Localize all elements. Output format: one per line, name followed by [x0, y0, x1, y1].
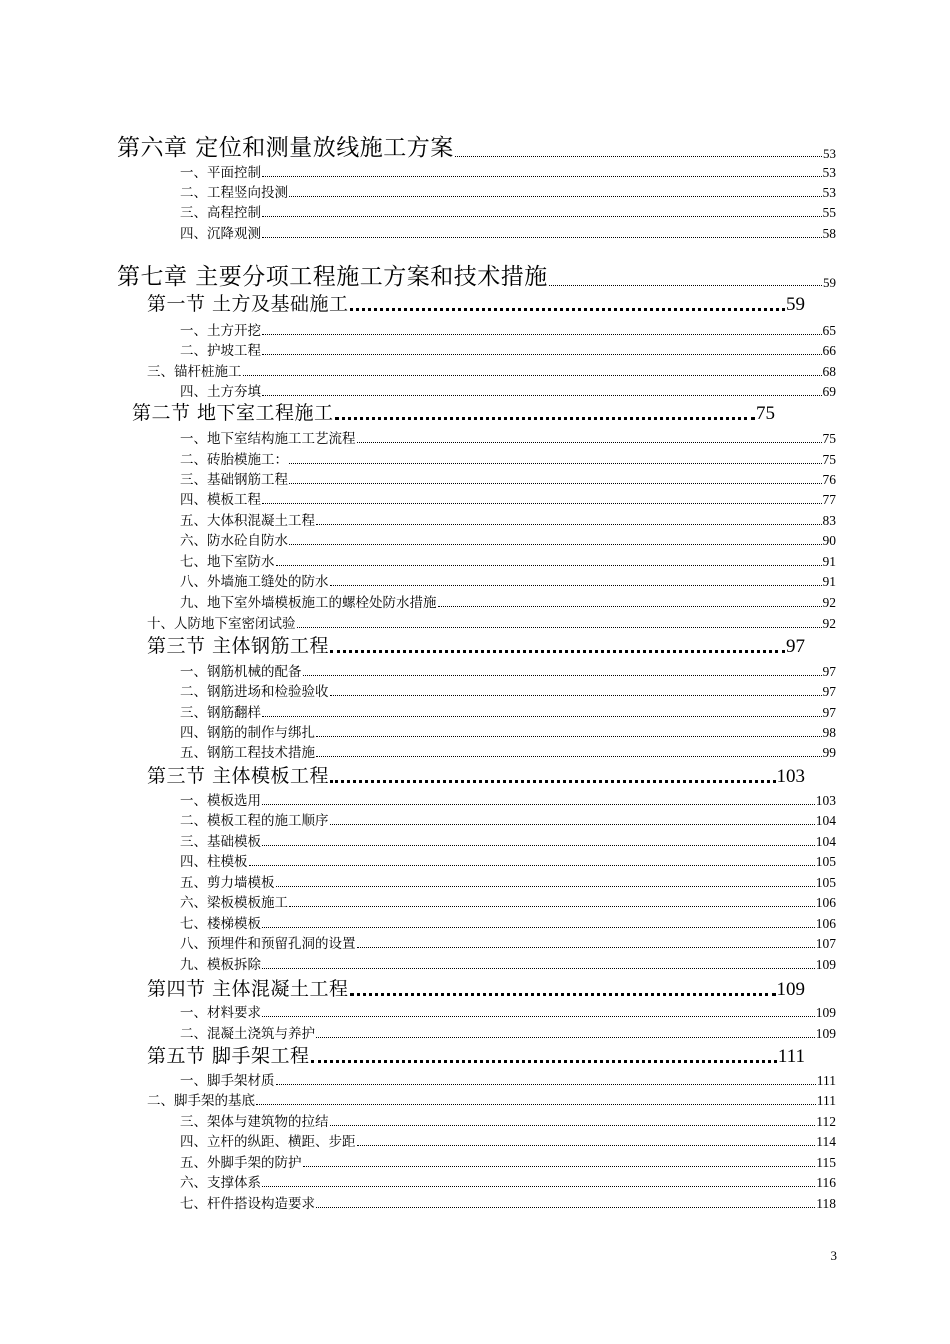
toc-entry-title: 一、地下室结构施工工艺流程: [180, 431, 356, 447]
toc-item[interactable]: [180, 894, 836, 911]
toc-entry-page: 75: [756, 403, 775, 424]
toc-entry-page: 118: [816, 1196, 836, 1211]
toc-entry-page: 104: [815, 834, 836, 849]
toc-chapter[interactable]: [117, 263, 836, 291]
toc-entry-page: 75: [822, 452, 836, 467]
toc-item[interactable]: [180, 792, 836, 809]
toc-entry-title: 一、材料要求: [180, 1005, 261, 1021]
toc-item[interactable]: [180, 812, 836, 829]
toc-item[interactable]: [180, 704, 836, 721]
toc-entry-title: 第四节 主体混凝土工程: [147, 978, 349, 1000]
dot-leader: [289, 483, 822, 484]
toc-item[interactable]: [180, 430, 836, 447]
dot-leader: [289, 544, 822, 545]
dot-leader: [289, 906, 815, 907]
toc-entry-title: 第七章 主要分项工程施工方案和技术措施: [117, 264, 548, 290]
toc-section[interactable]: [147, 634, 805, 658]
toc-entry-title: 四、柱模板: [180, 854, 248, 870]
toc-entry-title: 一、平面控制: [180, 165, 261, 181]
toc-item[interactable]: [180, 744, 836, 761]
dot-leader: [289, 463, 822, 464]
toc-item[interactable]: [180, 1154, 836, 1171]
toc-entry-page: 109: [815, 957, 836, 972]
toc-entry-title: 二、模板工程的施工顺序: [180, 813, 329, 829]
toc-entry-page: 66: [822, 343, 836, 358]
toc-entry-page: 90: [822, 533, 836, 548]
toc-item[interactable]: [180, 833, 836, 850]
toc-entry-page: 105: [815, 875, 836, 890]
toc-item[interactable]: [180, 1195, 836, 1212]
dot-leader: [276, 1084, 816, 1085]
dot-leader: [262, 1016, 815, 1017]
toc-entry-page: 107: [815, 936, 836, 951]
toc-item[interactable]: [147, 615, 836, 632]
dot-leader: [330, 780, 775, 783]
toc-entry-page: 65: [822, 323, 836, 338]
dot-leader: [316, 524, 822, 525]
toc-entry-title: 二、钢筋进场和检验验收: [180, 684, 329, 700]
toc-entry-title: 二、混凝土浇筑与养护: [180, 1026, 315, 1042]
toc-entry-title: 九、模板拆除: [180, 957, 261, 973]
dot-leader: [262, 1186, 815, 1187]
dot-leader: [297, 627, 822, 628]
dot-leader: [276, 565, 822, 566]
toc-entry-title: 四、立杆的纵距、横距、步距: [180, 1134, 356, 1150]
toc-entry-page: 91: [822, 554, 836, 569]
toc-entry-title: 三、锚杆桩施工: [147, 364, 242, 380]
dot-leader: [311, 1060, 777, 1063]
dot-leader: [262, 334, 822, 335]
toc-entry-page: 91: [822, 574, 836, 589]
toc-entry-page: 106: [815, 895, 836, 910]
toc-entry-title: 四、土方夯填: [180, 384, 261, 400]
toc-entry-title: 七、楼梯模板: [180, 916, 261, 932]
toc-entry-page: 92: [822, 616, 836, 631]
dot-leader: [262, 237, 822, 238]
dot-leader: [303, 1166, 816, 1167]
dot-leader: [330, 1125, 816, 1126]
toc-entry-page: 109: [815, 1005, 836, 1020]
toc-item[interactable]: [180, 322, 836, 339]
toc-entry-page: 77: [822, 492, 836, 507]
dot-leader: [262, 395, 822, 396]
toc-item[interactable]: [180, 663, 836, 680]
toc-entry-page: 111: [816, 1073, 836, 1088]
toc-item[interactable]: [180, 164, 836, 181]
toc-entry-page: 68: [822, 364, 836, 379]
toc-item[interactable]: [180, 724, 836, 741]
toc-entry-page: 53: [823, 146, 836, 161]
dot-leader: [249, 865, 815, 866]
toc-item[interactable]: [180, 1072, 836, 1089]
dot-leader: [330, 695, 822, 696]
dot-leader: [262, 845, 815, 846]
toc-item[interactable]: [180, 915, 836, 932]
toc-entry-page: 98: [822, 725, 836, 740]
toc-entry-title: 七、地下室防水: [180, 554, 275, 570]
toc-entry-page: 69: [822, 384, 836, 399]
toc-entry-title: 六、防水砼自防水: [180, 533, 288, 549]
toc-entry-title: 三、高程控制: [180, 205, 261, 221]
dot-leader: [289, 196, 822, 197]
toc-entry-title: 五、剪力墙模板: [180, 875, 275, 891]
dot-leader: [357, 947, 815, 948]
toc-entry-title: 二、砖胎模施工：: [180, 452, 288, 468]
toc-chapter[interactable]: [117, 134, 836, 162]
toc-entry-page: 76: [822, 472, 836, 487]
toc-item[interactable]: [180, 683, 836, 700]
dot-leader: [262, 804, 815, 805]
toc-item[interactable]: [180, 594, 836, 611]
toc-entry-title: 第六章 定位和测量放线施工方案: [117, 135, 454, 161]
toc-entry-page: 53: [822, 165, 836, 180]
dot-leader: [330, 824, 815, 825]
toc-entry-page: 106: [815, 916, 836, 931]
toc-item[interactable]: [180, 184, 836, 201]
toc-entry-title: 一、模板选用: [180, 793, 261, 809]
toc-entry-title: 八、外墙施工缝处的防水: [180, 574, 329, 590]
toc-item[interactable]: [180, 471, 836, 488]
dot-leader: [357, 442, 822, 443]
toc-section[interactable]: [147, 977, 805, 1001]
toc-entry-page: 103: [776, 766, 805, 787]
toc-entry-title: 五、钢筋工程技术措施: [180, 745, 315, 761]
toc-section[interactable]: [147, 764, 805, 788]
toc-section[interactable]: [147, 1044, 805, 1068]
toc-section[interactable]: [147, 292, 805, 316]
toc-entry-page: 116: [816, 1175, 836, 1190]
toc-entry-title: 二、脚手架的基底: [147, 1093, 255, 1109]
toc-entry-title: 一、钢筋机械的配备: [180, 664, 302, 680]
toc-entry-title: 第三节 主体钢筋工程: [147, 635, 330, 657]
toc-entry-title: 一、脚手架材质: [180, 1073, 275, 1089]
toc-entry-page: 97: [822, 684, 836, 699]
dot-leader: [549, 285, 822, 286]
toc-entry-title: 三、架体与建筑物的拉结: [180, 1114, 329, 1130]
toc-entry-page: 97: [822, 664, 836, 679]
toc-entry-title: 七、杆件搭设构造要求: [180, 1196, 315, 1212]
toc-item[interactable]: [180, 532, 836, 549]
toc-entry-title: 第一节 土方及基础施工: [147, 293, 349, 315]
toc-item[interactable]: [180, 1113, 836, 1130]
toc-item[interactable]: [180, 451, 836, 468]
toc-item[interactable]: [180, 342, 836, 359]
dot-leader: [357, 1145, 816, 1146]
toc-entry-page: 53: [822, 185, 836, 200]
toc-entry-title: 四、模板工程: [180, 492, 261, 508]
dot-leader: [316, 736, 822, 737]
toc-entry-page: 114: [816, 1134, 836, 1149]
toc-item[interactable]: [180, 1133, 836, 1150]
dot-leader: [262, 927, 815, 928]
toc-entry-title: 三、基础钢筋工程: [180, 472, 288, 488]
toc-entry-title: 八、预埋件和预留孔洞的设置: [180, 936, 356, 952]
toc-entry-title: 六、支撑体系: [180, 1175, 261, 1191]
toc-entry-page: 99: [822, 745, 836, 760]
dot-leader: [350, 993, 776, 996]
toc-entry-title: 五、外脚手架的防护: [180, 1155, 302, 1171]
dot-leader: [256, 1104, 816, 1105]
toc-entry-title: 二、工程竖向投测: [180, 185, 288, 201]
dot-leader: [243, 375, 822, 376]
toc-entry-page: 83: [822, 513, 836, 528]
page-number: 3: [830, 1248, 837, 1263]
dot-leader: [335, 417, 755, 420]
toc-entry-page: 103: [815, 793, 836, 808]
dot-leader: [262, 968, 815, 969]
toc-item[interactable]: [180, 225, 836, 242]
toc-entry-title: 四、钢筋的制作与绑扎: [180, 725, 315, 741]
toc-entry-page: 59: [786, 294, 805, 315]
toc-item[interactable]: [180, 204, 836, 221]
toc-entry-page: 111: [777, 1046, 805, 1067]
toc-entry-page: 105: [815, 854, 836, 869]
dot-leader: [316, 756, 822, 757]
toc-entry-page: 97: [786, 636, 805, 657]
toc-entry-title: 三、钢筋翻样: [180, 705, 261, 721]
toc-item[interactable]: [180, 491, 836, 508]
dot-leader: [262, 716, 822, 717]
toc-entry-page: 59: [823, 275, 836, 290]
toc-entry-page: 97: [822, 705, 836, 720]
toc-entry-page: 75: [822, 431, 836, 446]
toc-entry-page: 55: [822, 205, 836, 220]
dot-leader: [330, 650, 785, 653]
dot-leader: [262, 503, 822, 504]
dot-leader: [316, 1037, 815, 1038]
toc-item[interactable]: [180, 1025, 836, 1042]
dot-leader: [330, 585, 822, 586]
toc-entry-title: 第五节 脚手架工程: [147, 1045, 310, 1067]
toc-entry-title: 九、地下室外墙模板施工的螺栓处防水措施: [180, 595, 437, 611]
toc-item[interactable]: [180, 573, 836, 590]
toc-entry-title: 四、沉降观测: [180, 226, 261, 242]
toc-entry-title: 第二节 地下室工程施工: [132, 402, 334, 424]
dot-leader: [316, 1207, 815, 1208]
toc-item[interactable]: [180, 935, 836, 952]
dot-leader: [350, 308, 785, 311]
toc-entry-page: 109: [815, 1026, 836, 1041]
toc-entry-title: 六、梁板模板施工: [180, 895, 288, 911]
toc-item[interactable]: [180, 1004, 836, 1021]
toc-section[interactable]: [132, 401, 775, 425]
toc-entry-title: 三、基础模板: [180, 834, 261, 850]
toc-item[interactable]: [180, 1174, 836, 1191]
toc-entry-page: 111: [816, 1093, 836, 1108]
toc-item[interactable]: [180, 874, 836, 891]
toc-item[interactable]: [147, 1092, 836, 1109]
toc-entry-title: 五、大体积混凝土工程: [180, 513, 315, 529]
toc-item[interactable]: [180, 956, 836, 973]
toc-entry-page: 112: [816, 1114, 836, 1129]
toc-entry-page: 104: [815, 813, 836, 828]
dot-leader: [262, 354, 822, 355]
toc-entry-page: 58: [822, 226, 836, 241]
dot-leader: [262, 216, 822, 217]
toc-entry-title: 第三节 主体模板工程: [147, 765, 330, 787]
toc-entry-title: 一、土方开挖: [180, 323, 261, 339]
dot-leader: [438, 606, 822, 607]
toc-item[interactable]: [147, 363, 836, 380]
dot-leader: [262, 176, 822, 177]
toc-item[interactable]: [180, 853, 836, 870]
toc-entry-page: 115: [816, 1155, 836, 1170]
toc-entry-title: 二、护坡工程: [180, 343, 261, 359]
dot-leader: [303, 675, 822, 676]
toc-entry-page: 109: [776, 979, 805, 1000]
toc-entry-title: 十、人防地下室密闭试验: [147, 616, 296, 632]
dot-leader: [276, 886, 815, 887]
toc-item[interactable]: [180, 512, 836, 529]
toc-item[interactable]: [180, 553, 836, 570]
toc-entry-page: 92: [822, 595, 836, 610]
dot-leader: [455, 156, 822, 157]
